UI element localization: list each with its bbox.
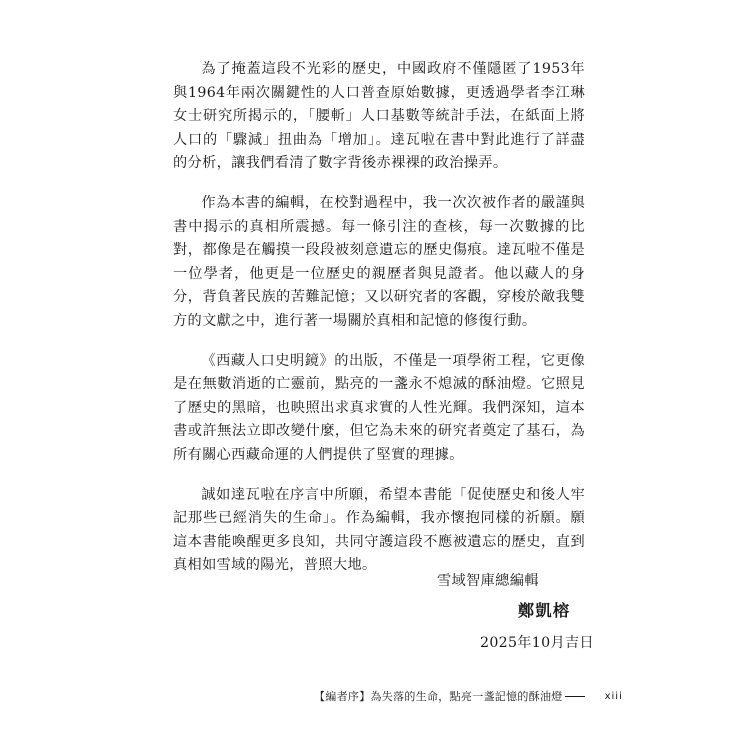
page-number: xiii — [604, 690, 623, 702]
running-footer — [314, 688, 623, 704]
body-text — [173, 58, 585, 594]
signature-date: 2025年10月吉日 — [480, 635, 594, 651]
footer-rule — [565, 696, 585, 697]
signature-organization: 雪域智庫總編輯 — [437, 573, 539, 589]
signature-name: 鄭凱榕 — [518, 601, 571, 620]
paragraph: 為了掩蓋這段不光彩的歷史，中國政府不僅隱匿了1953年與1964年兩次關鍵性的人口普查原始數據，更透過學者李江琳女士研究所揭示的，「腰斬」人口基數等統計手法，在紙面上將人口的「驟減」扭曲為「增加」。達瓦啦在書中對此進行了詳盡的分析，讓我們看清了數字背後赤裸裸的政治操弄。 — [173, 61, 585, 172]
paragraph: 誠如達瓦啦在序言中所願，希望本書能「促使歷史和後人牢記那些已經消失的生命」。作為編輯，我亦懷抱同樣的祈願。願這本書能喚醒更多良知，共同守護這段不應被遺忘的歷史，直到真相如雪域的陽光，普照大地。 — [173, 486, 585, 574]
paragraph: 《西藏人口史明鏡》的出版，不僅是一項學術工程，它更像是在無數消逝的亡靈前，點亮的一盞永不熄滅的酥油燈。它照見了歷史的黑暗，也映照出求真求實的人性光輝。我們深知，這本書或許無法立即改變什麼，但它為未來的研究者奠定了基石，為所有關心西藏命運的人們提供了堅實的理據。 — [173, 352, 585, 463]
running-title: 【編者序】為失落的生命，點亮一盞記憶的酥油燈 — [314, 690, 563, 703]
paragraph: 作為本書的編輯，在校對過程中，我一次次被作者的嚴謹與書中揭示的真相所震撼。每一條引注的查核，每一次數據的比對，都像是在觸摸一段段被刻意遺忘的歷史傷痕。達瓦啦不僅是一位學者，他更是一位歷史的親歷者與見證者。他以藏人的身分，背負著民族的苦難記憶；又以研究者的客觀，穿梭於敵我雙方的文獻之中，進行著一場關於真相和記憶的修復行動。 — [173, 194, 585, 329]
